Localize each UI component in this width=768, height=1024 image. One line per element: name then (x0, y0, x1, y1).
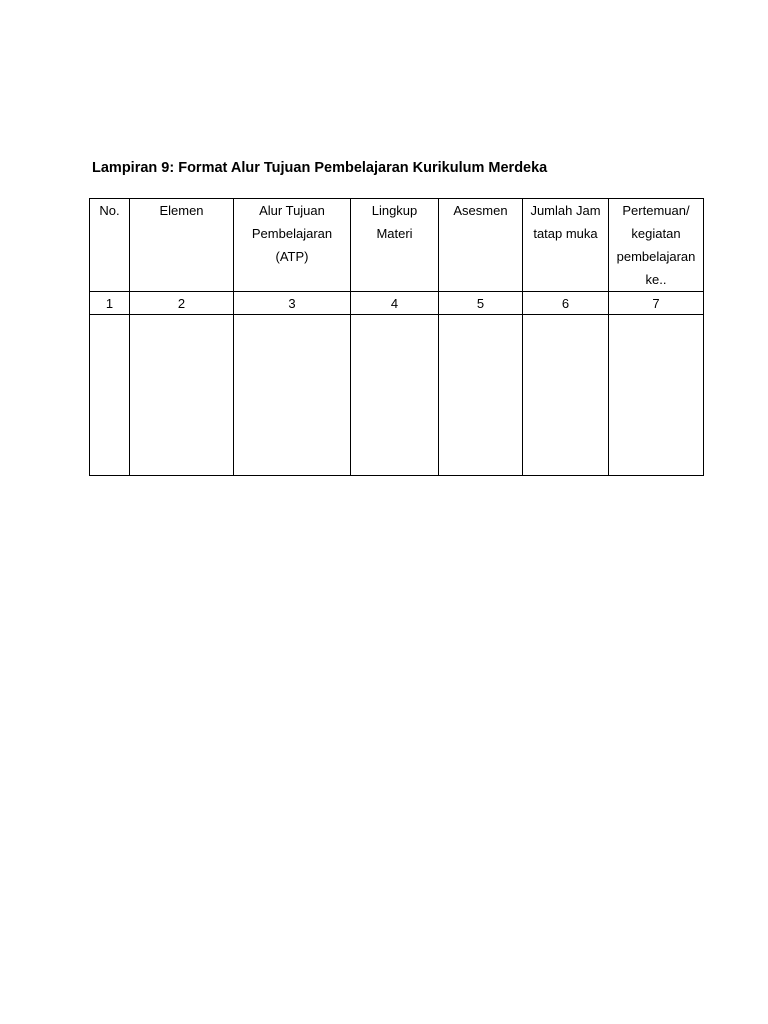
column-number-3: 3 (234, 292, 351, 315)
column-number-1: 1 (90, 292, 130, 315)
header-jumlah-jam (523, 199, 609, 292)
header-pertemuan-line-1: Pertemuan/ (622, 203, 690, 218)
column-number-2: 2 (130, 292, 234, 315)
table-cell-pertemuan (609, 315, 704, 476)
header-no (90, 199, 130, 292)
header-atp-line-3: (ATP) (275, 249, 309, 264)
atp-format-table (89, 198, 704, 476)
table-cell-jumlah-jam (523, 315, 609, 476)
table-cell-no (90, 315, 130, 476)
header-row (90, 199, 704, 292)
header-jam-line-2: tatap muka (533, 226, 598, 241)
header-asesmen (439, 199, 523, 292)
column-number-5: 5 (439, 292, 523, 315)
header-pertemuan-line-3: pembelajaran (616, 249, 696, 264)
table-cell-elemen (130, 315, 234, 476)
table-cell-atp (234, 315, 351, 476)
column-number-row (90, 292, 704, 315)
table-row (90, 315, 704, 476)
header-atp (234, 199, 351, 292)
column-number-4: 4 (351, 292, 439, 315)
header-pertemuan (609, 199, 704, 292)
header-pertemuan-line-4: ke.. (645, 272, 667, 287)
header-lingkup-line-2: Materi (376, 226, 413, 241)
column-number-6: 6 (523, 292, 609, 315)
header-jam-line-1: Jumlah Jam (530, 203, 601, 218)
header-elemen (130, 199, 234, 292)
header-pertemuan-line-2: kegiatan (631, 226, 681, 241)
header-asesmen-line-1: Asesmen (453, 203, 508, 218)
header-lingkup-line-1: Lingkup (371, 203, 418, 218)
header-atp-line-2: Pembelajaran (251, 226, 333, 241)
header-elemen-line-1: Elemen (159, 203, 204, 218)
header-lingkup-materi (351, 199, 439, 292)
table-cell-lingkup-materi (351, 315, 439, 476)
header-atp-line-1: Alur Tujuan (259, 203, 325, 218)
header-no-line-1: No. (99, 203, 120, 218)
table-cell-asesmen (439, 315, 523, 476)
document-title: Lampiran 9: Format Alur Tujuan Pembelajaran Kurikulum Merdeka (92, 160, 548, 176)
column-number-7: 7 (609, 292, 704, 315)
